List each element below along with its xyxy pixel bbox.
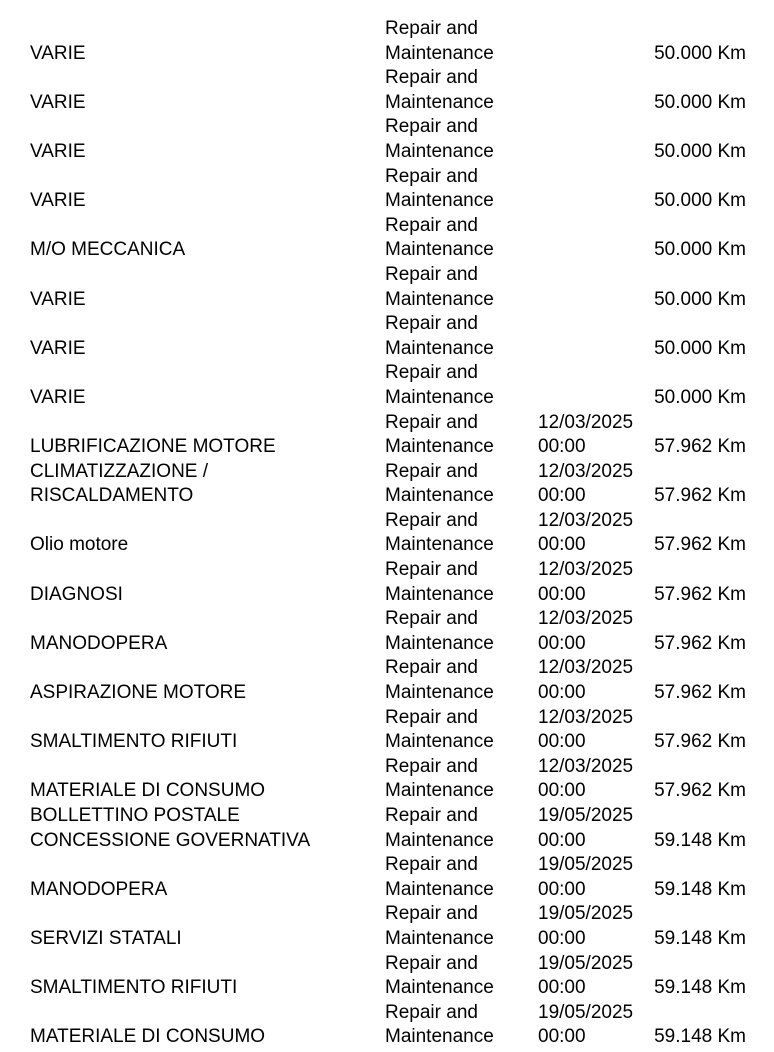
mileage-value: 57.962 Km	[654, 682, 746, 704]
category-cell-line: Maintenance	[385, 878, 494, 900]
category-cell-line: Repair and	[385, 116, 478, 138]
mileage-cell	[600, 902, 746, 951]
category-cell-line: Repair and	[385, 263, 478, 285]
category-cell-line: Repair and	[385, 706, 478, 728]
date-cell-line: 19/05/2025	[538, 903, 634, 925]
category-cell-line: Maintenance	[385, 485, 494, 507]
category-cell	[385, 411, 535, 460]
category-cell	[385, 804, 535, 853]
table-row	[0, 165, 774, 214]
date-cell-line: 00:00	[538, 485, 586, 507]
description-cell-line	[30, 607, 380, 632]
date-cell-line: 12/03/2025	[538, 559, 634, 581]
mileage-value: 57.962 Km	[654, 436, 746, 458]
description-cell-line	[30, 115, 380, 140]
mileage-value: 59.148 Km	[654, 977, 746, 999]
description-cell	[30, 656, 380, 705]
date-cell-line: 12/03/2025	[538, 755, 634, 777]
table-row	[0, 460, 774, 509]
description-cell-line: MATERIALE DI CONSUMO	[30, 780, 266, 802]
category-cell-line: Repair and	[385, 805, 478, 826]
description-cell	[30, 263, 380, 312]
mileage-spacer	[600, 509, 746, 534]
category-cell	[385, 115, 535, 164]
category-cell-line: Maintenance	[385, 288, 494, 310]
mileage-value: 59.148 Km	[654, 878, 746, 900]
category-cell-line: Maintenance	[385, 927, 494, 949]
date-cell-line: 12/03/2025	[538, 657, 634, 679]
description-cell-line	[30, 312, 380, 337]
category-cell	[385, 165, 535, 214]
category-cell	[385, 755, 535, 804]
mileage-cell	[600, 1001, 746, 1050]
date-cell-line: 00:00	[538, 436, 586, 458]
mileage-value: 57.962 Km	[654, 731, 746, 753]
mileage-value: 57.962 Km	[654, 632, 746, 654]
category-cell	[385, 17, 535, 66]
mileage-value: 50.000 Km	[654, 386, 746, 408]
description-cell-line	[30, 902, 380, 927]
mileage-value: 59.148 Km	[654, 829, 746, 851]
date-cell-line: 19/05/2025	[538, 805, 634, 826]
description-cell-line: CLIMATIZZAZIONE /	[30, 460, 209, 482]
table-row	[0, 607, 774, 656]
date-cell-line: 00:00	[538, 829, 586, 851]
mileage-cell	[600, 263, 746, 312]
description-cell	[30, 706, 380, 755]
mileage-cell	[600, 558, 746, 607]
date-cell-line: 00:00	[538, 780, 586, 802]
description-cell-line	[30, 656, 380, 681]
description-cell	[30, 558, 380, 607]
category-cell-line: Maintenance	[385, 534, 494, 556]
mileage-cell	[600, 804, 746, 853]
category-cell-line: Repair and	[385, 313, 478, 335]
description-cell-line	[30, 263, 380, 288]
description-cell-line: DIAGNOSI	[30, 583, 123, 605]
category-cell-line: Repair and	[385, 903, 478, 925]
category-cell-line: Maintenance	[385, 239, 494, 261]
description-cell-line: MANODOPERA	[30, 632, 168, 654]
category-cell	[385, 312, 535, 361]
mileage-spacer	[600, 312, 746, 337]
table-row	[0, 853, 774, 902]
table-row	[0, 656, 774, 705]
date-cell-line: 00:00	[538, 927, 586, 949]
table-row	[0, 66, 774, 115]
description-cell-line: Olio motore	[30, 534, 129, 556]
mileage-spacer	[600, 165, 746, 190]
category-cell	[385, 607, 535, 656]
category-cell-line: Repair and	[385, 362, 478, 384]
category-cell-line: Maintenance	[385, 436, 494, 458]
mileage-spacer	[600, 263, 746, 288]
description-cell-line	[30, 361, 380, 386]
table-row	[0, 361, 774, 410]
mileage-value: 50.000 Km	[654, 288, 746, 310]
category-cell-line: Repair and	[385, 67, 478, 89]
mileage-cell	[600, 853, 746, 902]
date-cell-line: 00:00	[538, 682, 586, 704]
mileage-value: 57.962 Km	[654, 485, 746, 507]
mileage-value: 50.000 Km	[654, 91, 746, 113]
description-cell	[30, 115, 380, 164]
description-cell-line: VARIE	[30, 386, 86, 408]
description-cell-line	[30, 952, 380, 977]
table-row	[0, 509, 774, 558]
category-cell-line: Maintenance	[385, 140, 494, 162]
category-cell	[385, 66, 535, 115]
category-cell-line: Maintenance	[385, 583, 494, 605]
description-cell	[30, 853, 380, 902]
description-cell	[30, 804, 380, 853]
date-cell-line: 19/05/2025	[538, 1001, 634, 1023]
description-cell-line: RISCALDAMENTO	[30, 485, 194, 507]
table-row	[0, 312, 774, 361]
category-cell-line: Repair and	[385, 411, 478, 433]
mileage-cell	[600, 607, 746, 656]
mileage-value: 57.962 Km	[654, 780, 746, 802]
category-cell-line: Maintenance	[385, 829, 494, 851]
mileage-spacer	[600, 17, 746, 42]
description-cell	[30, 952, 380, 1001]
description-cell	[30, 509, 380, 558]
description-cell	[30, 312, 380, 361]
mileage-spacer	[600, 1001, 746, 1026]
description-cell-line	[30, 558, 380, 583]
mileage-spacer	[600, 656, 746, 681]
mileage-cell	[600, 165, 746, 214]
category-cell	[385, 656, 535, 705]
description-cell-line	[30, 755, 380, 780]
date-cell-line: 00:00	[538, 731, 586, 753]
mileage-spacer	[600, 755, 746, 780]
date-cell-line: 00:00	[538, 632, 586, 654]
description-cell-line	[30, 214, 380, 239]
category-cell-line: Maintenance	[385, 337, 494, 359]
category-cell-line: Maintenance	[385, 1026, 494, 1048]
description-cell-line: VARIE	[30, 288, 86, 310]
mileage-cell	[600, 509, 746, 558]
mileage-cell	[600, 312, 746, 361]
description-cell-line: SMALTIMENTO RIFIUTI	[30, 977, 238, 999]
mileage-value: 50.000 Km	[654, 239, 746, 261]
category-cell	[385, 1001, 535, 1050]
table-row	[0, 411, 774, 460]
description-cell	[30, 411, 380, 460]
category-cell-line: Repair and	[385, 559, 478, 581]
category-cell-line: Repair and	[385, 18, 478, 39]
mileage-value: 50.000 Km	[654, 190, 746, 212]
table-row	[0, 1001, 774, 1050]
description-cell-line: SMALTIMENTO RIFIUTI	[30, 731, 238, 753]
category-cell-line: Maintenance	[385, 386, 494, 408]
description-cell	[30, 1001, 380, 1050]
date-cell-line: 00:00	[538, 878, 586, 900]
category-cell-line: Repair and	[385, 165, 478, 187]
description-cell-line: VARIE	[30, 140, 86, 162]
mileage-cell	[600, 66, 746, 115]
category-cell	[385, 952, 535, 1001]
description-cell	[30, 214, 380, 263]
date-cell-line: 00:00	[538, 977, 586, 999]
mileage-cell	[600, 656, 746, 705]
mileage-cell	[600, 115, 746, 164]
description-cell-line: VARIE	[30, 190, 86, 212]
description-cell	[30, 902, 380, 951]
mileage-spacer	[600, 214, 746, 239]
date-cell-line: 00:00	[538, 583, 586, 605]
table-row	[0, 902, 774, 951]
description-cell	[30, 460, 380, 509]
mileage-value: 57.962 Km	[654, 534, 746, 556]
date-cell-line: 19/05/2025	[538, 854, 634, 876]
description-cell-line: VARIE	[30, 42, 86, 64]
mileage-spacer	[600, 607, 746, 632]
date-cell-line: 12/03/2025	[538, 460, 634, 482]
category-cell	[385, 509, 535, 558]
category-cell-line: Repair and	[385, 755, 478, 777]
description-cell-line	[30, 1001, 380, 1026]
table-row	[0, 115, 774, 164]
category-cell	[385, 706, 535, 755]
description-cell-line	[30, 509, 380, 534]
category-cell-line: Repair and	[385, 509, 478, 531]
description-cell	[30, 755, 380, 804]
mileage-value: 59.148 Km	[654, 927, 746, 949]
category-cell-line: Repair and	[385, 460, 478, 482]
category-cell-line: Repair and	[385, 854, 478, 876]
table-row	[0, 804, 774, 853]
category-cell-line: Repair and	[385, 952, 478, 974]
mileage-value: 50.000 Km	[654, 337, 746, 359]
description-cell-line: LUBRIFICAZIONE MOTORE	[30, 436, 276, 458]
table-row	[0, 214, 774, 263]
mileage-spacer	[600, 460, 746, 485]
category-cell-line: Maintenance	[385, 42, 494, 64]
category-cell-line: Maintenance	[385, 632, 494, 654]
date-cell-line: 19/05/2025	[538, 952, 634, 974]
category-cell	[385, 263, 535, 312]
description-cell-line: VARIE	[30, 91, 86, 113]
table-row	[0, 263, 774, 312]
category-cell-line: Repair and	[385, 608, 478, 630]
category-cell	[385, 460, 535, 509]
description-cell	[30, 17, 380, 66]
mileage-value: 57.962 Km	[654, 583, 746, 605]
table-row	[0, 558, 774, 607]
mileage-spacer	[600, 66, 746, 91]
date-cell-line: 00:00	[538, 1026, 586, 1048]
mileage-cell	[600, 952, 746, 1001]
mileage-value: 59.148 Km	[654, 1026, 746, 1048]
mileage-spacer	[600, 804, 746, 829]
description-cell-line: VARIE	[30, 337, 86, 359]
mileage-spacer	[600, 361, 746, 386]
description-cell-line	[30, 165, 380, 190]
table-row	[0, 706, 774, 755]
category-cell	[385, 558, 535, 607]
mileage-cell	[600, 706, 746, 755]
category-cell-line: Maintenance	[385, 977, 494, 999]
category-cell-line: Repair and	[385, 214, 478, 236]
description-cell-line	[30, 411, 380, 436]
category-cell-line: Maintenance	[385, 91, 494, 113]
description-cell	[30, 165, 380, 214]
mileage-value: 50.000 Km	[654, 42, 746, 64]
category-cell	[385, 902, 535, 951]
category-cell-line: Maintenance	[385, 682, 494, 704]
category-cell	[385, 361, 535, 410]
description-cell-line	[30, 706, 380, 731]
mileage-cell	[600, 755, 746, 804]
mileage-cell	[600, 17, 746, 66]
description-cell-line: SERVIZI STATALI	[30, 927, 182, 949]
table-row	[0, 17, 774, 66]
mileage-spacer	[600, 706, 746, 731]
category-cell-line: Repair and	[385, 657, 478, 679]
table-row	[0, 755, 774, 804]
description-cell-line	[30, 17, 380, 42]
maintenance-table	[0, 17, 774, 1050]
description-cell-line: MATERIALE DI CONSUMO	[30, 1026, 266, 1048]
category-cell	[385, 853, 535, 902]
category-cell-line: Maintenance	[385, 190, 494, 212]
description-cell-line	[30, 66, 380, 91]
description-cell	[30, 361, 380, 410]
mileage-cell	[600, 361, 746, 410]
mileage-cell	[600, 214, 746, 263]
mileage-spacer	[600, 853, 746, 878]
description-cell	[30, 607, 380, 656]
mileage-spacer	[600, 411, 746, 436]
table-row	[0, 952, 774, 1001]
mileage-spacer	[600, 115, 746, 140]
mileage-value: 50.000 Km	[654, 140, 746, 162]
description-cell-line: BOLLETTINO POSTALE	[30, 805, 240, 826]
date-cell-line: 12/03/2025	[538, 509, 634, 531]
mileage-spacer	[600, 902, 746, 927]
description-cell-line: CONCESSIONE GOVERNATIVA	[30, 829, 311, 851]
mileage-spacer	[600, 952, 746, 977]
mileage-spacer	[600, 558, 746, 583]
category-cell-line: Maintenance	[385, 731, 494, 753]
date-cell-line: 12/03/2025	[538, 608, 634, 630]
date-cell-line: 12/03/2025	[538, 706, 634, 728]
description-cell-line: M/O MECCANICA	[30, 239, 186, 261]
category-cell	[385, 214, 535, 263]
mileage-cell	[600, 411, 746, 460]
date-cell-line: 12/03/2025	[538, 411, 634, 433]
mileage-cell	[600, 460, 746, 509]
description-cell-line: MANODOPERA	[30, 878, 168, 900]
category-cell-line: Repair and	[385, 1001, 478, 1023]
description-cell-line	[30, 853, 380, 878]
date-cell-line: 00:00	[538, 534, 586, 556]
category-cell-line: Maintenance	[385, 780, 494, 802]
description-cell-line: ASPIRAZIONE MOTORE	[30, 682, 247, 704]
description-cell	[30, 66, 380, 115]
